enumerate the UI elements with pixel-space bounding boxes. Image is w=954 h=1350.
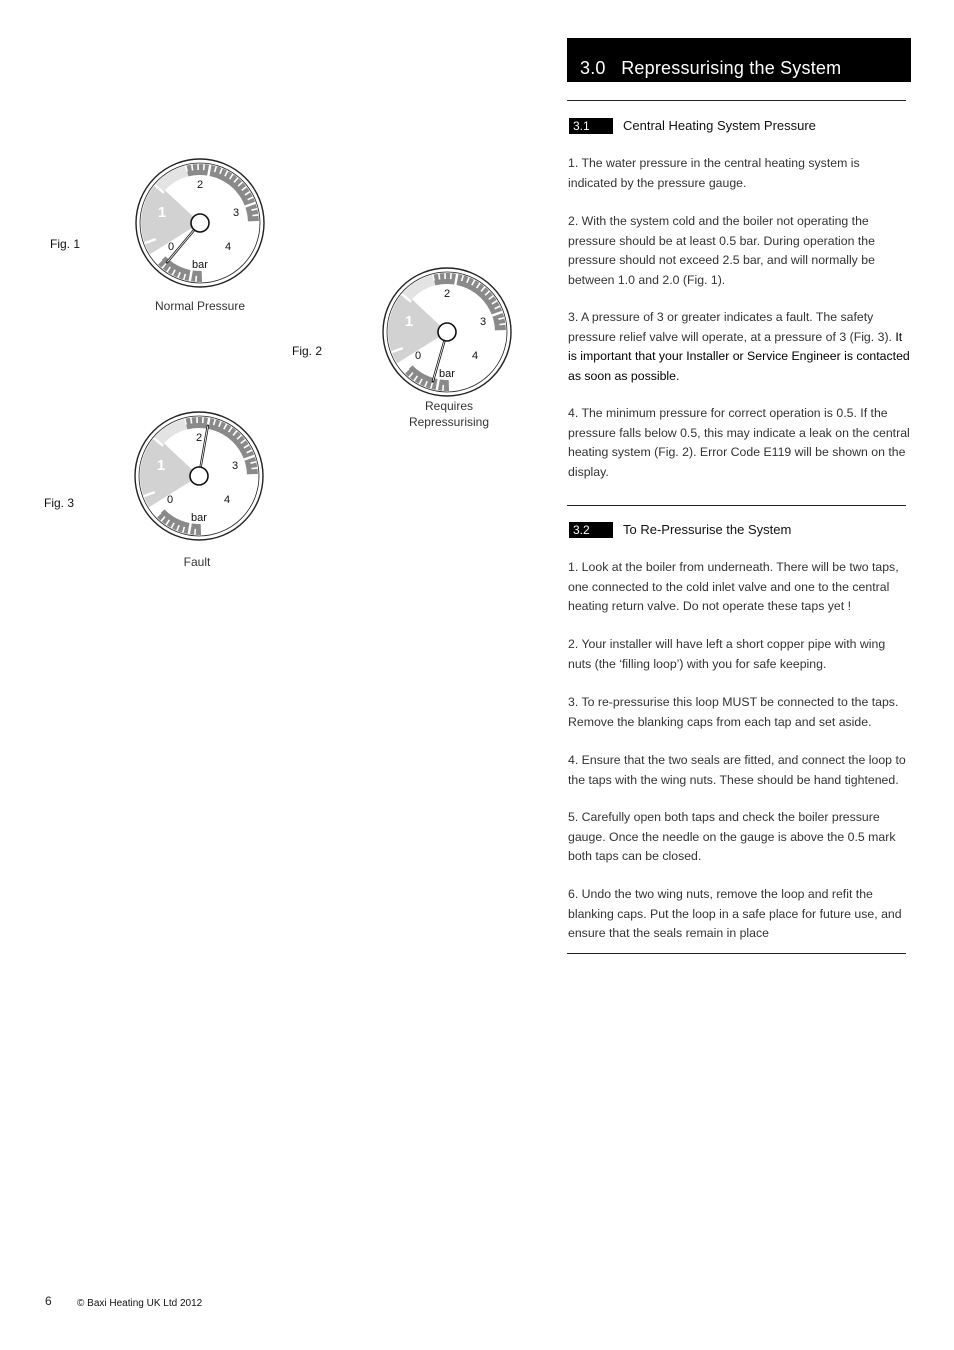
- gauge-unit-label: bar: [439, 368, 455, 380]
- page-number: 6: [45, 1294, 52, 1308]
- gauge-tick-label: 0: [166, 494, 174, 506]
- section-3-1-header: [567, 117, 906, 135]
- gauge-dial: [380, 265, 514, 399]
- section-number: 3.2: [569, 522, 613, 538]
- divider: [567, 953, 906, 954]
- section-title: To Re-Pressurise the System: [623, 522, 792, 537]
- gauge-tick-label: 3: [479, 316, 487, 328]
- fig3-label: Fig. 3: [44, 496, 75, 510]
- gauge-hub: [438, 323, 456, 341]
- page-title: 3.0 Repressurising the System: [580, 58, 842, 78]
- gauge-unit-label: bar: [191, 512, 207, 524]
- s2-paragraph-1: 1. Look at the boiler from underneath. There will be two taps, one connected to the cold inlet valve and one to the central heating return valve. Do not operate these taps yet !: [568, 560, 899, 613]
- s2-paragraph-2: 2. Your installer will have left a short copper pipe with wing nuts (the ‘filling loop’) with you for safe keeping.: [568, 637, 886, 671]
- s1-paragraph-2: 2. With the system cold and the boiler not operating the pressure should be at least 0.5 bar. During operation the pressure should not exceed 2.5 bar, and will normally be between 1.0 and 2.0 (Fig. 1).: [568, 214, 875, 287]
- gauge-tick-label: 3: [232, 207, 240, 219]
- fig2-caption: [389, 398, 509, 430]
- gauge-tick-label: 0: [414, 350, 422, 362]
- gauge-tick-label: 4: [471, 350, 479, 362]
- s1-paragraph-3-emphasis: It is important that your Installer or Service Engineer is contacted as soon as possible.: [568, 329, 910, 383]
- section-title: Central Heating System Pressure: [623, 118, 816, 133]
- s2-paragraph-4: 4. Ensure that the two seals are fitted, and connect the loop to the taps with the wing nuts. These should be hand tightened.: [568, 753, 906, 787]
- gauge-hub: [191, 214, 209, 232]
- gauge-tick-label: 0: [167, 241, 175, 253]
- pressure-gauge-fig3: [132, 409, 266, 543]
- gauge-dial: [132, 409, 266, 543]
- gauge-tick-label: 1: [404, 313, 414, 330]
- gauge-tick-label: 2: [195, 432, 203, 444]
- gauge-hub: [190, 467, 208, 485]
- divider: [567, 505, 906, 506]
- fig2-caption-line1: Requires: [424, 399, 474, 413]
- section-number: 3.1: [569, 118, 613, 134]
- s1-paragraph-3-text: 3. A pressure of 3 or greater indicates a fault. The safety pressure relief valve will operate, at a pressure of 3 (Fig. 3).: [568, 310, 892, 344]
- s2-paragraph-6: 6. Undo the two wing nuts, remove the loop and refit the blanking caps. Put the loop in a safe place for future use, and ensure that the seals remain in place: [568, 887, 902, 940]
- fig2-label: Fig. 2: [292, 344, 323, 358]
- gauge-tick-label: 2: [196, 179, 204, 191]
- divider: [567, 100, 906, 101]
- pressure-gauge-fig2: [380, 265, 514, 399]
- gauge-tick-label: 4: [224, 241, 232, 253]
- fig1-label: Fig. 1: [50, 237, 81, 251]
- s1-paragraph-1: 1. The water pressure in the central heating system is indicated by the pressure gauge.: [568, 156, 860, 190]
- s2-paragraph-5: 5. Carefully open both taps and check the boiler pressure gauge. Once the needle on the gauge is above the 0.5 mark both taps can be closed.: [568, 810, 896, 863]
- fig2-caption-line2: Repressurising: [408, 415, 490, 429]
- s1-paragraph-3: [568, 308, 910, 386]
- copyright: © Baxi Heating UK Ltd 2012: [77, 1298, 203, 1309]
- gauge-tick-label: 3: [231, 460, 239, 472]
- section-3-2-header: [567, 521, 906, 539]
- s1-paragraph-4: 4. The minimum pressure for correct operation is 0.5. If the pressure falls below 0.5, this may indicate a leak on the central heating system (Fig. 2). Error Code E119 will be shown on the display.: [568, 406, 910, 479]
- gauge-tick-label: 1: [157, 204, 167, 221]
- gauge-tick-label: 1: [156, 457, 166, 474]
- pressure-gauge-fig1: [133, 156, 267, 290]
- gauge-dial: [133, 156, 267, 290]
- gauge-tick-label: 4: [223, 494, 231, 506]
- gauge-unit-label: bar: [192, 259, 208, 271]
- fig3-caption: Fault: [183, 555, 211, 569]
- s2-paragraph-3: 3. To re-pressurise this loop MUST be connected to the taps. Remove the blanking caps from each tap and set aside.: [568, 695, 899, 729]
- page-title-bar: [567, 38, 911, 82]
- gauge-tick-label: 2: [443, 288, 451, 300]
- fig1-caption: Normal Pressure: [154, 299, 246, 313]
